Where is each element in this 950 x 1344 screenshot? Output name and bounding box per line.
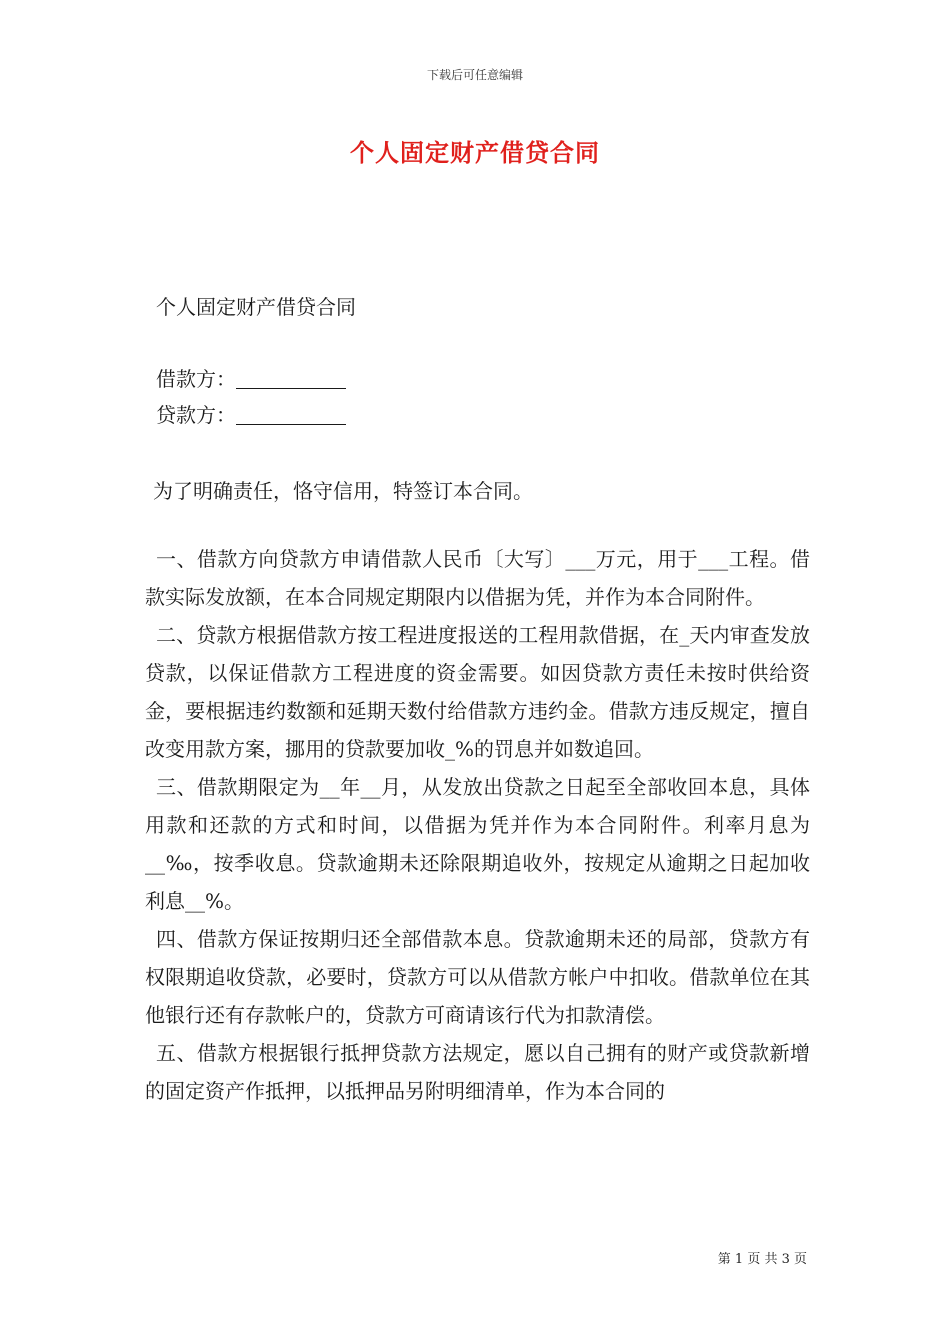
intro-paragraph: 为了明确责任，恪守信用，特签订本合同。 bbox=[153, 479, 533, 503]
lender-blank bbox=[236, 404, 346, 425]
page-number: 第 1 页 共 3 页 bbox=[717, 1252, 807, 1267]
borrower-line bbox=[156, 361, 821, 397]
clause-4: 四、借款方保证按期归还全部借款本息。贷款逾期未还的局部，贷款方有权限期追收贷款，必要时，贷款方可以从借款方帐户中扣收。借款单位在其他银行还有存款帐户的，贷款方可商请该行代为扣款清偿。 bbox=[145, 927, 810, 1027]
lender-line bbox=[156, 397, 821, 433]
clauses-section bbox=[145, 540, 810, 1110]
borrower-label: 借款方： bbox=[156, 367, 236, 391]
clause-2: 二、贷款方根据借款方按工程进度报送的工程用款借据，在_天内审查发放贷款，以保证借款方工程进度的资金需要。如因贷款方责任未按时供给资金，要根据违约数额和延期天数付给借款方违约金。借款方违反规定，擅自改变用款方案，挪用的贷款要加收_%的罚息并如数追回。 bbox=[145, 623, 810, 761]
lender-label: 贷款方： bbox=[156, 403, 236, 427]
header-note: 下载后可任意编辑 bbox=[426, 68, 523, 82]
document-title: 个人固定财产借贷合同 bbox=[350, 138, 600, 167]
document-subtitle: 个人固定财产借贷合同 bbox=[156, 295, 356, 319]
borrower-blank bbox=[236, 368, 346, 389]
clause-1: 一、借款方向贷款方申请借款人民币〔大写〕___万元，用于___工程。借款实际发放额，在本合同规定期限内以借据为凭，并作为本合同附件。 bbox=[145, 547, 810, 609]
clause-5: 五、借款方根据银行抵押贷款方法规定，愿以自己拥有的财产或贷款新增的固定资产作抵押，以抵押品另附明细清单，作为本合同的 bbox=[145, 1041, 810, 1103]
parties-section bbox=[145, 361, 821, 433]
clause-3: 三、借款期限定为__年__月，从发放出贷款之日起至全部收回本息，具体用款和还款的方式和时间，以借据为凭并作为本合同附件。利率月息为__‰，按季收息。贷款逾期未还除限期追收外，按规定从逾期之日起加收利息__%。 bbox=[145, 775, 810, 913]
